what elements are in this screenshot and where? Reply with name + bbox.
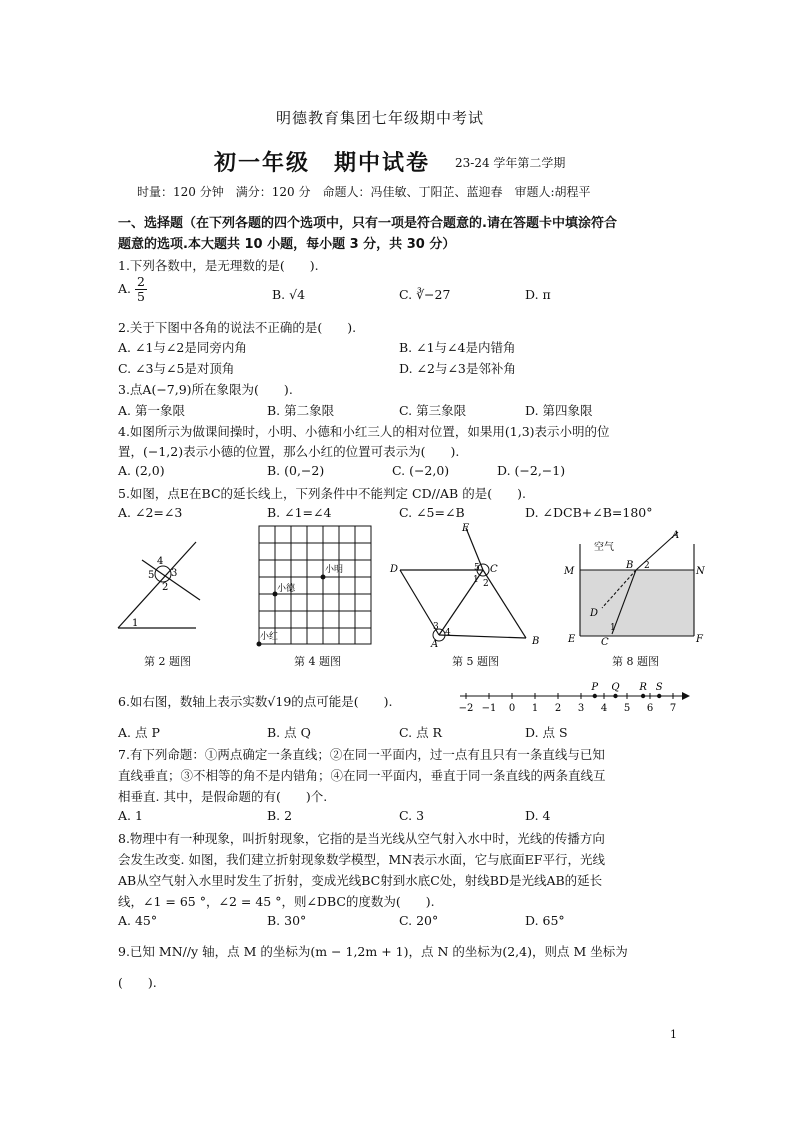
- q5-option-d: D. ∠DCB+∠B=180°: [525, 505, 653, 520]
- number-line-point: [641, 694, 645, 698]
- q7-line2: 直线垂直；③不相等的角不是内错角；④在同一平面内，垂直于同一条直线的两条直线互: [118, 768, 606, 783]
- q8-line4: 线，∠1 = 65 °，∠2 = 45 °，则∠DBC的度数为( ).: [118, 894, 435, 909]
- q7-option-c: C. 3: [399, 808, 425, 823]
- angle-label: 1: [610, 623, 616, 633]
- point-label: C: [601, 637, 609, 646]
- figure-q5: [386, 522, 546, 650]
- tick-label: 4: [600, 703, 608, 714]
- q7-option-b: B. 2: [267, 808, 293, 823]
- number-line: [456, 676, 692, 716]
- q2-option-c: C. ∠3与∠5是对顶角: [118, 361, 235, 376]
- exam-meta: 时量：120 分钟 满分：120 分 命题人：冯佳敏、丁阳芷、蓝迎春 审题人:胡程平: [137, 185, 591, 199]
- tick-label: 2: [554, 703, 562, 714]
- point-label: B: [532, 636, 540, 647]
- q2-option-b: B. ∠1与∠4是内错角: [399, 340, 516, 355]
- q8-option-a: A. 45°: [118, 913, 158, 928]
- section-heading-line2: 题意的选项.本大题共 10 小题，每小题 3 分，共 30 分）: [118, 237, 456, 252]
- tick-label: −1: [481, 703, 497, 714]
- q7-line3: 相垂直. 其中，是假命题的有( )个.: [118, 789, 328, 804]
- q1-option-b: B. √4: [272, 287, 306, 302]
- point-label: E: [568, 634, 576, 645]
- water-region: [580, 570, 694, 636]
- point-label: A: [672, 530, 680, 541]
- exam-title: 初一年级 期中试卷: [214, 151, 431, 176]
- point-label: D: [590, 608, 599, 619]
- q5-option-c: C. ∠5=∠B: [399, 505, 465, 520]
- point-label: A: [431, 639, 439, 650]
- number-line-point: [657, 694, 661, 698]
- q2-option-a: A. ∠1与∠2是同旁内角: [118, 340, 247, 355]
- number-line-point-label: R: [639, 682, 647, 693]
- tick-label: 5: [623, 703, 631, 714]
- q7-option-a: A. 1: [118, 808, 143, 823]
- point-label: B: [626, 560, 634, 571]
- label-xiaode: 小德: [277, 584, 296, 594]
- q5-option-b: B. ∠1=∠4: [267, 505, 332, 520]
- q4-option-c: C. (−2,0): [392, 463, 450, 478]
- q8-line3: AB从空气射入水里时发生了折射，变成光线BC射到水底C处，射线BD是光线AB的延长: [118, 873, 603, 888]
- figure-caption-q8: 第 8 题图: [612, 655, 659, 668]
- q4-option-a: A. (2,0): [118, 463, 165, 478]
- q1-stem: 1.下列各数中，是无理数的是( ).: [118, 258, 319, 273]
- angle-label: 1: [132, 618, 139, 629]
- point-xiaohong: [257, 642, 262, 647]
- q6-option-b: B. 点 Q: [267, 725, 311, 740]
- angle-label: 4: [445, 628, 451, 638]
- q6-stem: 6.如右图，数轴上表示实数√19的点可能是( ).: [118, 694, 393, 709]
- q6-option-a: A. 点 P: [118, 725, 160, 740]
- q9-line1: 9.已知 MN//y 轴，点 M 的坐标为(m − 1,2m + 1)，点 N 的坐标为(2,4)，则点 M 坐标为: [118, 944, 628, 959]
- tick-label: 3: [577, 703, 585, 714]
- term-label: 23-24 学年第二学期: [455, 156, 566, 170]
- angle-label: 4: [157, 556, 164, 567]
- q1-option-c: C. ∛−27: [399, 287, 451, 302]
- q8-line1: 8.物理中有一种现象，叫折射现象，它指的是当光线从空气射入水中时，光线的传播方向: [118, 831, 605, 846]
- tick-label: 6: [646, 703, 654, 714]
- q4-option-b: B. (0,−2): [267, 463, 325, 478]
- q3-option-b: B. 第二象限: [267, 403, 335, 418]
- number-line-point: [613, 694, 617, 698]
- q3-stem: 3.点A(−7,9)所在象限为( ).: [118, 382, 293, 397]
- point-xiaoming: [321, 575, 326, 580]
- q6-option-d: D. 点 S: [525, 725, 568, 740]
- label-xiaohong: 小红: [260, 632, 279, 642]
- q8-option-b: B. 30°: [267, 913, 307, 928]
- tick-label: −2: [458, 703, 474, 714]
- numerator: 2: [137, 274, 145, 289]
- angle-label: 3: [433, 622, 439, 632]
- tick-label: 1: [531, 703, 539, 714]
- q3-option-c: C. 第三象限: [399, 403, 467, 418]
- section-heading-line1: 一、选择题（在下列各题的四个选项中，只有一项是符合题意的.请在答题卡中填涂符合: [118, 216, 617, 231]
- q2-option-d: D. ∠2与∠3是邻补角: [399, 361, 516, 376]
- page-number: 1: [670, 1028, 677, 1041]
- fraction: [135, 275, 147, 304]
- figure-caption-q2: 第 2 题图: [144, 655, 191, 668]
- q7-line1: 7.有下列命题：①两点确定一条直线；②在同一平面内，过一点有且只有一条直线与已知: [118, 747, 605, 762]
- q4-option-d: D. (−2,−1): [497, 463, 566, 478]
- figure-q2: [112, 530, 202, 635]
- angle-label: 2: [644, 561, 650, 571]
- q3-option-d: D. 第四象限: [525, 403, 593, 418]
- number-line-point: [593, 694, 597, 698]
- q9-line2: ( ).: [118, 975, 157, 990]
- q7-option-d: D. 4: [525, 808, 551, 823]
- point-label: N: [696, 566, 705, 577]
- q6-option-c: C. 点 R: [399, 725, 442, 740]
- angle-label: 3: [171, 568, 178, 579]
- tick-label: 7: [669, 703, 677, 714]
- label-xiaoming: 小明: [325, 565, 344, 575]
- q5-stem: 5.如图，点E在BC的延长线上，下列条件中不能判定 CD//AB 的是( ).: [118, 486, 526, 501]
- q1-option-a: [118, 275, 147, 304]
- q1-option-a-label: A.: [118, 280, 132, 296]
- figure-q8: [560, 528, 710, 646]
- number-line-point-label: S: [655, 682, 663, 693]
- q2-stem: 2.关于下图中各角的说法不正确的是( ).: [118, 320, 357, 335]
- angle-label: 2: [162, 582, 169, 593]
- q8-option-c: C. 20°: [399, 913, 439, 928]
- angle-label: 5: [148, 570, 155, 581]
- figure-caption-q4: 第 4 题图: [294, 655, 341, 668]
- angle-label: 2: [483, 579, 489, 589]
- tick-label: 0: [508, 703, 516, 714]
- angle-label: 5: [474, 563, 480, 573]
- q8-option-d: D. 65°: [525, 913, 565, 928]
- figure-caption-q5: 第 5 题图: [452, 655, 499, 668]
- q3-option-a: A. 第一象限: [118, 403, 185, 418]
- point-label: E: [462, 523, 470, 534]
- point-label: F: [696, 634, 703, 645]
- q4-line2: 置，(−1,2)表示小德的位置，那么小红的位置可表示为( ).: [118, 444, 460, 459]
- number-line-point-label: P: [591, 682, 599, 693]
- angle-label: 1: [473, 575, 479, 585]
- point-label: D: [390, 564, 399, 575]
- denominator: 5: [137, 288, 145, 304]
- number-line-point-label: Q: [611, 682, 620, 693]
- q4-line1: 4.如图所示为做课间操时，小明、小德和小红三人的相对位置，如果用(1,3)表示小明的位: [118, 424, 610, 439]
- air-label: 空气: [594, 542, 614, 553]
- arrow-icon: [682, 692, 690, 700]
- line: [118, 542, 196, 628]
- school-title: 明德教育集团七年级期中考试: [276, 109, 485, 127]
- point-label: C: [490, 564, 498, 575]
- figure-q4-grid: [255, 524, 375, 648]
- q5-option-a: A. ∠2=∠3: [118, 505, 183, 520]
- q8-line2: 会发生改变. 如图，我们建立折射现象数学模型，MN表示水面，它与底面EF平行，光线: [118, 852, 605, 867]
- point-label: M: [564, 566, 575, 577]
- q1-option-d: D. π: [525, 287, 551, 302]
